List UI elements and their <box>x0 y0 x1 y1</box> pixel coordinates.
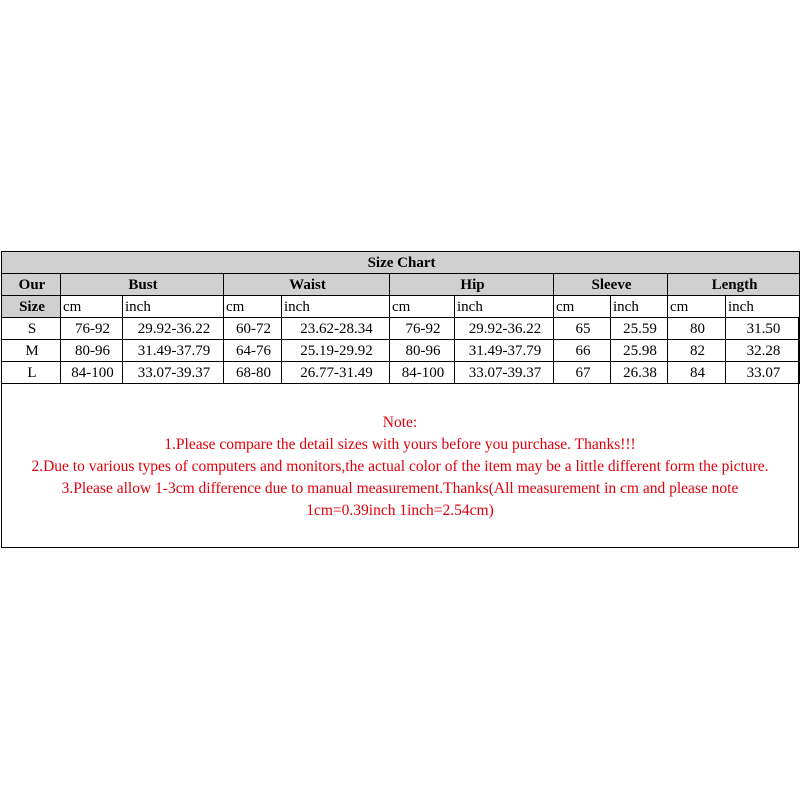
size-header-bottom: Size <box>2 296 61 318</box>
group-header-hip: Hip <box>390 274 554 296</box>
unit-cm: cm <box>668 296 726 318</box>
hip-inch: 31.49-37.79 <box>455 340 554 362</box>
hip-cm: 76-92 <box>390 318 455 340</box>
group-header-waist: Waist <box>224 274 390 296</box>
unit-inch: inch <box>123 296 224 318</box>
length-cm: 82 <box>668 340 726 362</box>
bust-inch: 31.49-37.79 <box>123 340 224 362</box>
bust-inch: 29.92-36.22 <box>123 318 224 340</box>
hip-inch: 33.07-39.37 <box>455 362 554 384</box>
length-inch: 33.07 <box>726 362 800 384</box>
sleeve-inch: 25.98 <box>611 340 668 362</box>
notes-block <box>2 412 798 522</box>
table-row <box>2 340 800 362</box>
unit-inch: inch <box>282 296 390 318</box>
sleeve-cm: 66 <box>554 340 611 362</box>
note-line-2: 2.Due to various types of computers and monitors,the actual color of the item may be a little different form the picture. <box>31 458 769 475</box>
note-line-3a: 3.Please allow 1-3cm difference due to manual measurement.Thanks(All measurement in cm and please note <box>61 480 739 497</box>
size-header-top: Our <box>2 274 61 296</box>
table-row <box>2 362 800 384</box>
waist-cm: 60-72 <box>224 318 282 340</box>
hip-inch: 29.92-36.22 <box>455 318 554 340</box>
sleeve-inch: 25.59 <box>611 318 668 340</box>
waist-cm: 64-76 <box>224 340 282 362</box>
size-value: S <box>2 318 61 340</box>
unit-inch: inch <box>455 296 554 318</box>
unit-cm: cm <box>224 296 282 318</box>
unit-inch: inch <box>611 296 668 318</box>
size-table <box>1 251 800 384</box>
group-header-bust: Bust <box>61 274 224 296</box>
bust-cm: 84-100 <box>61 362 123 384</box>
size-value: L <box>2 362 61 384</box>
note-line-1: 1.Please compare the detail sizes with yours before you purchase. Thanks!!! <box>164 436 636 453</box>
hip-cm: 84-100 <box>390 362 455 384</box>
hip-cm: 80-96 <box>390 340 455 362</box>
size-chart <box>1 251 799 548</box>
unit-cm: cm <box>554 296 611 318</box>
table-row <box>2 318 800 340</box>
group-header-length: Length <box>668 274 800 296</box>
waist-inch: 23.62-28.34 <box>282 318 390 340</box>
waist-inch: 25.19-29.92 <box>282 340 390 362</box>
table-title: Size Chart <box>2 252 800 274</box>
length-inch: 31.50 <box>726 318 800 340</box>
size-value: M <box>2 340 61 362</box>
sleeve-cm: 67 <box>554 362 611 384</box>
waist-inch: 26.77-31.49 <box>282 362 390 384</box>
note-line-3b: 1cm=0.39inch 1inch=2.54cm) <box>306 502 494 519</box>
note-heading: Note: <box>382 414 418 431</box>
length-inch: 32.28 <box>726 340 800 362</box>
sleeve-inch: 26.38 <box>611 362 668 384</box>
length-cm: 80 <box>668 318 726 340</box>
unit-inch: inch <box>726 296 800 318</box>
bust-cm: 76-92 <box>61 318 123 340</box>
bust-inch: 33.07-39.37 <box>123 362 224 384</box>
length-cm: 84 <box>668 362 726 384</box>
unit-cm: cm <box>390 296 455 318</box>
waist-cm: 68-80 <box>224 362 282 384</box>
sleeve-cm: 65 <box>554 318 611 340</box>
unit-cm: cm <box>61 296 123 318</box>
bust-cm: 80-96 <box>61 340 123 362</box>
group-header-sleeve: Sleeve <box>554 274 668 296</box>
